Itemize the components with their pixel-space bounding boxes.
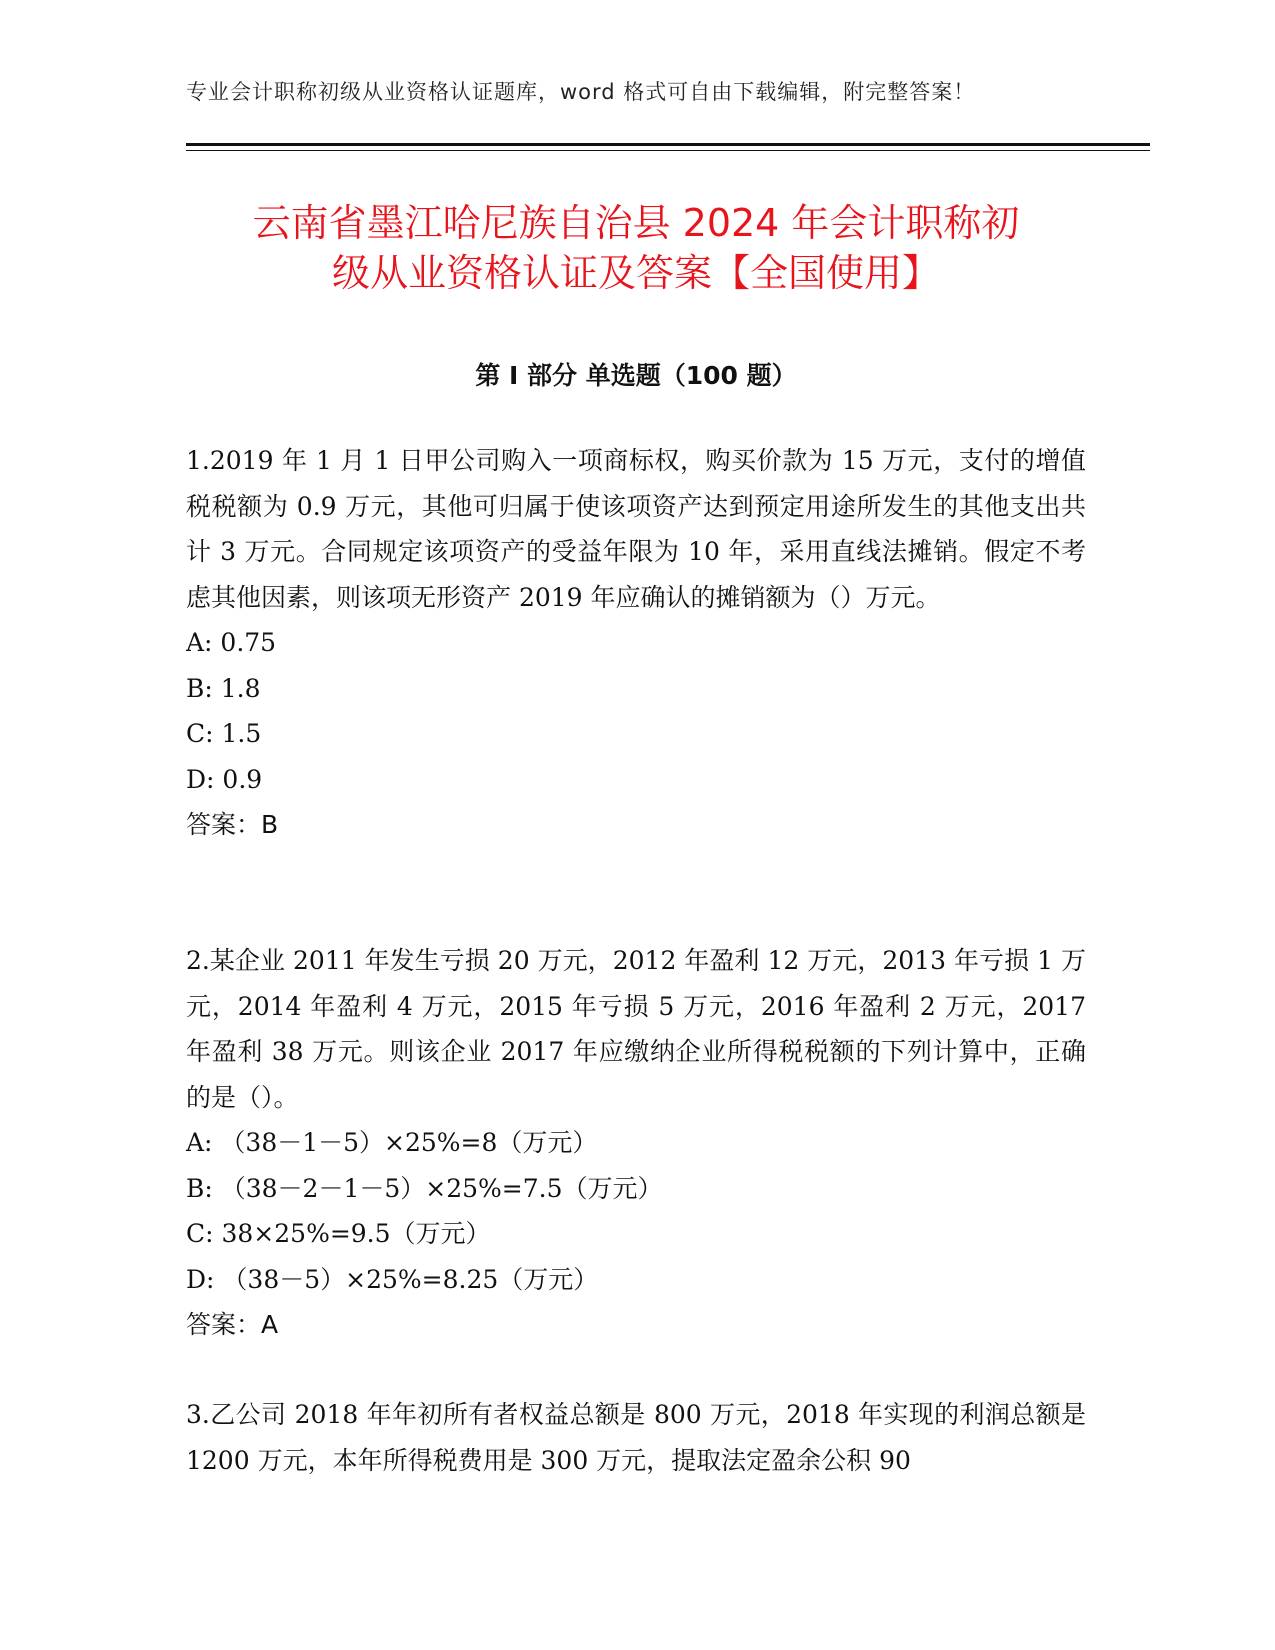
question-stem: 2.某企业 2011 年发生亏损 20 万元，2012 年盈利 12 万元，2013 年亏损 1 万元，2014 年盈利 4 万元，2015 年亏损 5 万元，2016 年盈利 2 万元，2017 年盈利 38 万元。则该企业 2017 年应缴纳企业所得税税额的下列计算中，正确的是（）。: [186, 946, 1086, 1112]
document-title: [186, 198, 1086, 298]
question-stem: 3.乙公司 2018 年年初所有者权益总额是 800 万元，2018 年实现的利润总额是 1200 万元，本年所得税费用是 300 万元，提取法定盈余公积 90: [186, 1400, 1086, 1475]
option-c: C: 1.5: [186, 719, 262, 748]
option-c: C: 38×25%=9.5（万元）: [186, 1219, 491, 1248]
question-2: [186, 938, 1086, 1348]
question-3: [186, 1392, 1086, 1483]
option-b: B: 1.8: [186, 673, 261, 703]
title-line-1: 云南省墨江哈尼族自治县 2024 年会计职称初: [252, 201, 1020, 245]
header-divider-thick: [186, 143, 1150, 146]
option-d: D: 0.9: [186, 764, 263, 794]
option-d: D: （38－5）×25%=8.25（万元）: [186, 1264, 599, 1294]
answer: 答案：A: [186, 1310, 279, 1339]
option-a: A: （38－1－5）×25%=8（万元）: [186, 1128, 598, 1157]
header-divider-thin: [186, 150, 1150, 151]
option-a: A: 0.75: [186, 628, 277, 657]
question-1: [186, 438, 1086, 848]
header-note: 专业会计职称初级从业资格认证题库，word 格式可自由下载编辑，附完整答案！: [186, 80, 976, 104]
title-line-2: 级从业资格认证及答案【全国使用】: [331, 251, 940, 295]
answer: 答案：B: [186, 810, 279, 839]
section-heading: 第 I 部分 单选题（100 题）: [475, 361, 797, 390]
question-stem: 1.2019 年 1 月 1 日甲公司购入一项商标权，购买价款为 15 万元，支付的增值税税额为 0.9 万元，其他可归属于使该项资产达到预定用途所发生的其他支出共计 3 万元。合同规定该项资产的受益年限为 10 年，采用直线法摊销。假定不考虑其他因素，则该项无形资产 2019 年应确认的摊销额为（）万元。: [186, 446, 1086, 612]
option-b: B: （38－2－1－5）×25%=7.5（万元）: [186, 1173, 663, 1203]
